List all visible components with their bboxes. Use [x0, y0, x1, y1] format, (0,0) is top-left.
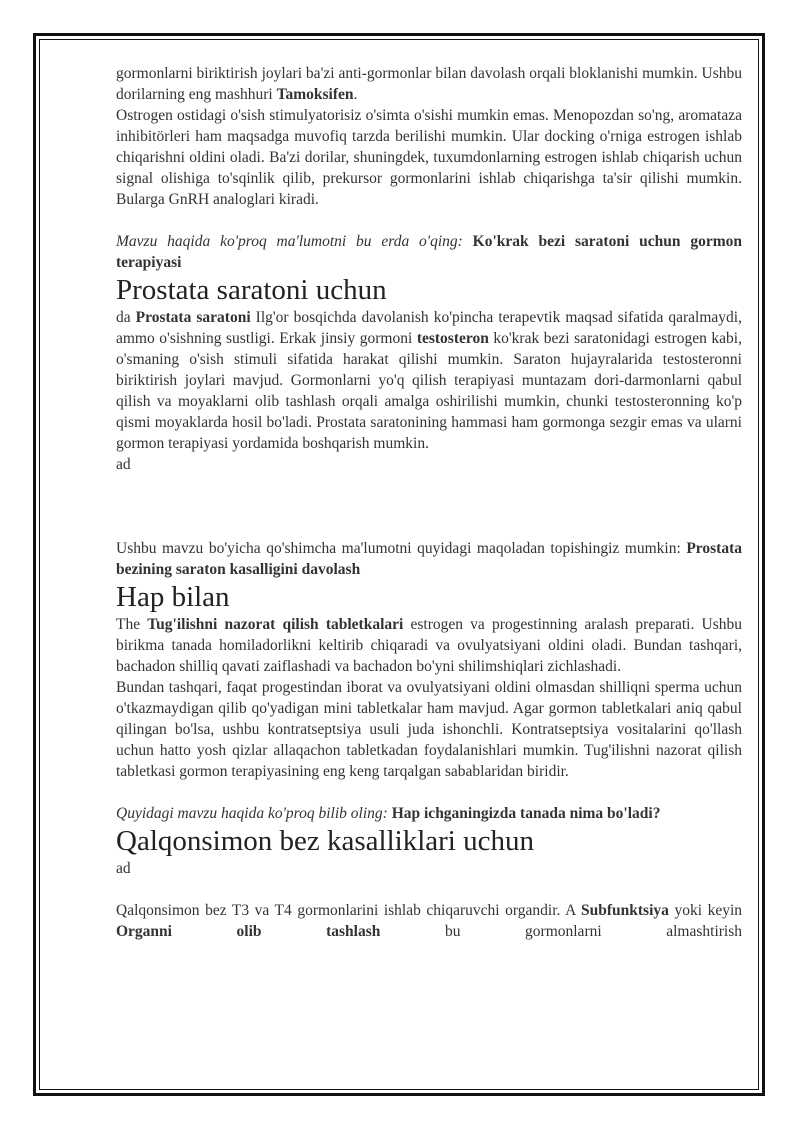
paragraph-text: gormonlarni biriktirish joylari ba'zi anti-gormonlar bilan davolash orqali bloklanishi mumkin. Ushbu dorilarning eng mashhuri: [116, 65, 742, 103]
read-more-label: Ushbu mavzu bo'yicha qo'shimcha ma'lumotni quyidagi maqoladan topishingiz mumkin:: [116, 540, 687, 557]
paragraph-text: da: [116, 309, 136, 326]
paragraph-text: .: [353, 86, 358, 103]
read-more-label: Mavzu haqida ko'proq ma'lumotni bu erda o'qing:: [116, 233, 463, 250]
term-testosterone[interactable]: testosteron: [416, 330, 489, 347]
term-subfunction[interactable]: Subfunktsiya: [581, 902, 669, 919]
paragraph-antihormones: [116, 63, 742, 105]
paragraph-minipill: [116, 677, 742, 782]
read-more-prostate: [116, 538, 742, 580]
term-prostate-cancer[interactable]: Prostata saratoni: [135, 309, 251, 326]
term-organ-removal[interactable]: Organni olib tashlash: [116, 923, 381, 940]
read-more-pill: [116, 803, 742, 824]
read-more-link[interactable]: Prostata bezining saraton kasalligini davolash: [116, 540, 742, 578]
read-more-link[interactable]: Ko'krak bezi saratoni uchun gormon terapiyasi: [116, 233, 742, 271]
term-birth-control-pills[interactable]: Tug'ilishni nazorat qilish tabletkalari: [147, 616, 404, 633]
ad-marker: ad: [116, 860, 131, 877]
paragraph-text: Qalqonsimon bez T3 va T4 gormonlarini ishlab chiqaruvchi organdir. A: [116, 902, 581, 919]
spacer: [116, 210, 742, 231]
paragraph-text: Bundan tashqari, faqat progestindan iborat va ovulyatsiyani oldini olmasdan shilliqni sperma uchun o'tkazmaydigan qilib qo'yadigan mini tabletkalar ham mavjud. Agar gormon tabletkalari aniq qabul qilingan bo'lsa, ushbu kontratseptsiya usuli juda ishonchli. Kontratseptsiya vositalarini qo'llash uchun hatto yosh qizlar allaqachon tabletkadan foydalanishlari mumkin. Tug'ilishni nazorat qilish tabletkasi gormon terapiyasining eng keng tarqalgan sabablaridan biridir.: [116, 679, 742, 780]
read-more-label: Quyidagi mavzu haqida ko'proq bilib oling:: [116, 805, 388, 822]
read-more-breast-cancer: [116, 231, 742, 273]
document-body: [116, 63, 742, 942]
spacer: [116, 475, 742, 538]
paragraph-prostate: [116, 307, 742, 454]
paragraph-text: estrogen va progestinning aralash preparati. Ushbu birikma tanada homiladorlikni keltirib chiqaradi va ovulyatsiyani oldini oladi. Bundan tashqari, bachadon shilliq qavati zaiflashadi va bachadon bo'yni shilimshiqlari zichlashadi.: [116, 616, 742, 675]
heading-prostate: Prostata saratoni uchun: [116, 274, 387, 306]
heading-thyroid: Qalqonsimon bez kasalliklari uchun: [116, 825, 534, 857]
read-more-link[interactable]: Hap ichganingizda tanada nima bo'ladi?: [391, 805, 661, 822]
paragraph-estrogen: [116, 105, 742, 210]
paragraph-text: ko'krak bezi saratonidagi estrogen kabi, o'smaning o'sish stimuli sifatida harakat qilishi mumkin. Saraton hujayralarida testosteronni biriktirish joylari mavjud. Gormonlarni yo'q qilish terapiyasi muntazam dori-darmonlarni qabul qilish va moyaklarni olib tashlash orqali amalga oshirilishi mumkin, chunki testosteronning ko'p qismi moyaklarda hosil bo'ladi. Prostata saratonining hammasi ham gormonga sezgir emas va ularni gormon terapiyasi yordamida boshqarish mumkin.: [116, 330, 742, 452]
ad-marker: ad: [116, 456, 131, 473]
term-tamoxifen: Tamoksifen: [276, 86, 354, 103]
paragraph-text: Ilg'or bosqichda davolanish ko'pincha terapevtik maqsad sifatida qaralmaydi, ammo o'sishning sustligi. Erkak jinsiy gormoni: [116, 309, 742, 347]
paragraph-pill: [116, 614, 742, 677]
heading-pill: Hap bilan: [116, 581, 230, 613]
paragraph-text: yoki keyin: [668, 902, 743, 919]
paragraph-text: bu gormonlarni almashtirish: [380, 923, 742, 940]
paragraph-thyroid: [116, 900, 742, 942]
paragraph-text: Ostrogen ostidagi o'sish stimulyatorisiz o'simta o'sishi mumkin emas. Menopozdan so'ng, aromataza inhibitörleri ham maqsadga muvofiq tarzda berilishi mumkin. Ular docking o'rniga estrogen ishlab chiqarishni oldini oladi. Ba'zi dorilar, shuningdek, tuxumdonlarning estrogen ishlab chiqarish uchun signal olishiga to'sqinlik qilib, prekursor gormonlarini ishlab chiqarishga ta'sir qilishi mumkin. Bularga GnRH analoglari kiradi.: [116, 107, 742, 208]
paragraph-text: The: [116, 616, 148, 633]
spacer: [116, 782, 742, 803]
spacer: [116, 879, 742, 900]
